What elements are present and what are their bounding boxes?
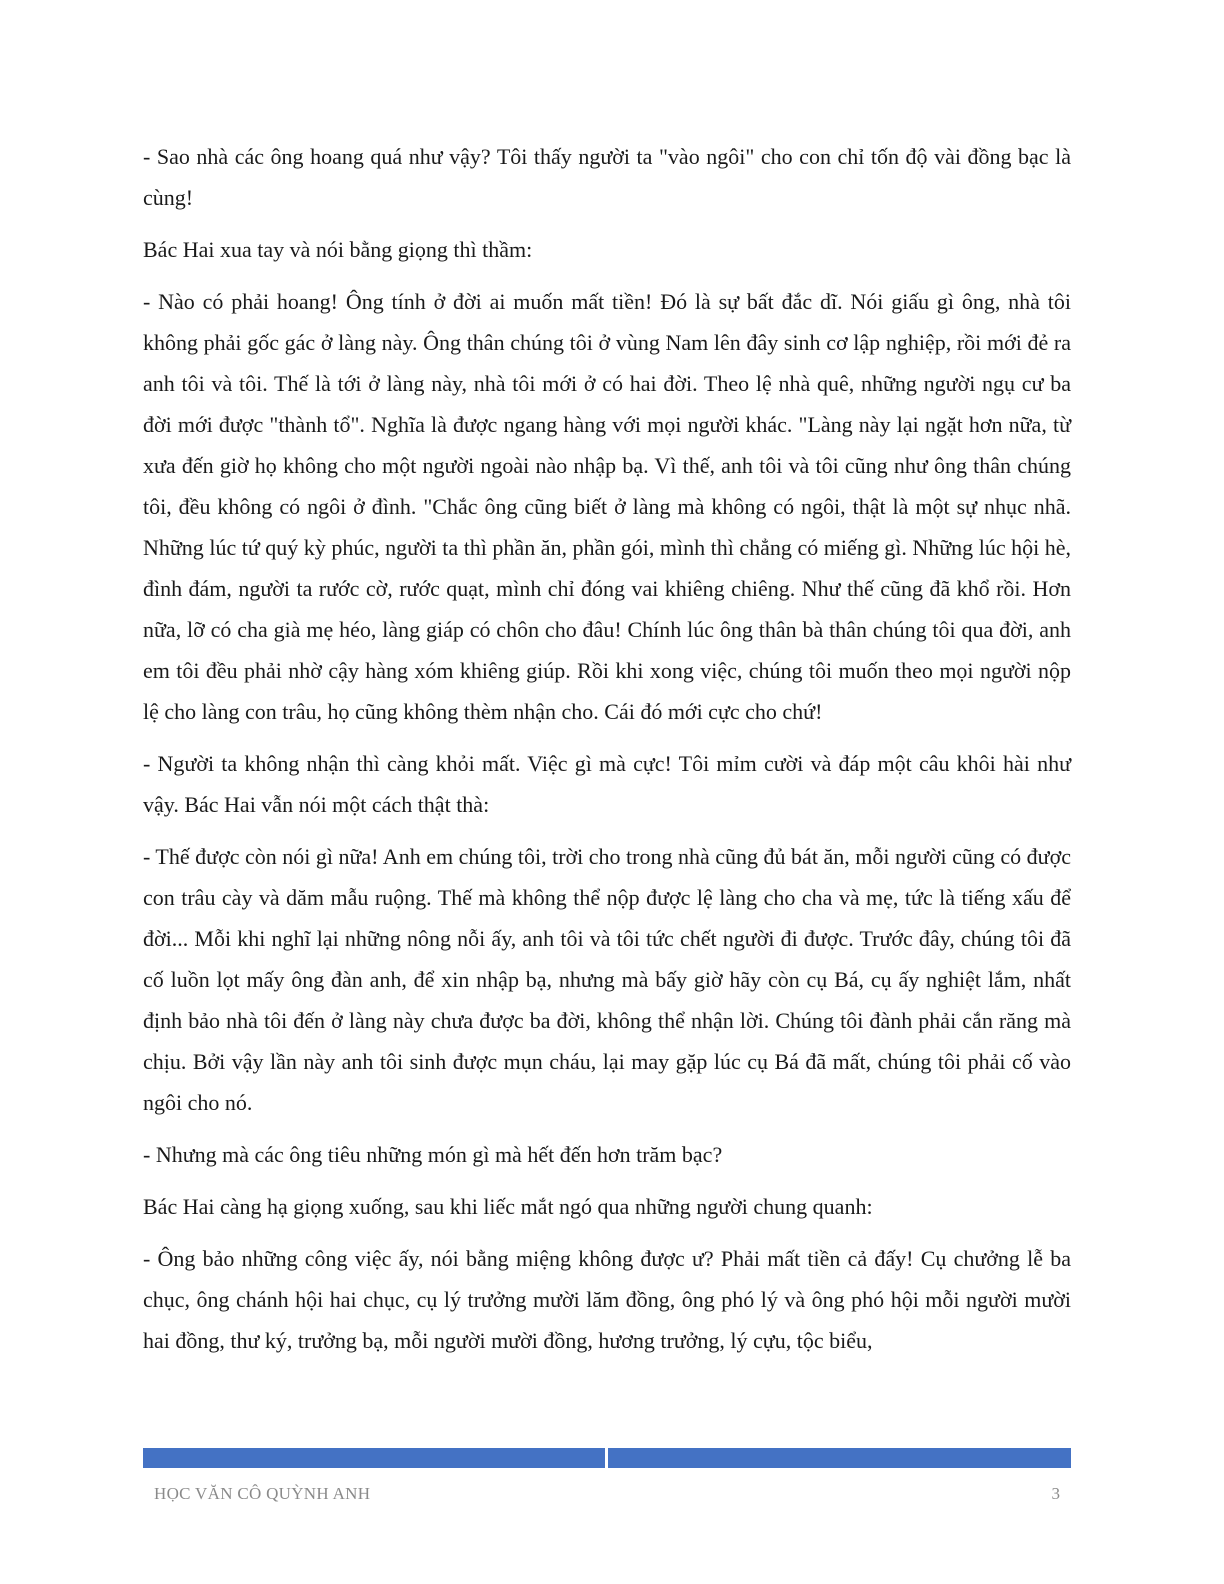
footer-divider-bar	[143, 1448, 1071, 1468]
paragraph: - Thế được còn nói gì nữa! Anh em chúng tôi, trời cho trong nhà cũng đủ bát ăn, mỗi người cũng có được con trâu cày và dăm mẫu ruộng. Thế mà không thể nộp được lệ làng cho cha và mẹ, tức là tiếng xấu để đời... Mỗi khi nghĩ lại những nông nỗi ấy, anh tôi và tôi tức chết người đi được. Trước đây, chúng tôi đã cố luồn lọt mấy ông đàn anh, để xin nhập bạ, nhưng mà bấy giờ hãy còn cụ Bá, cụ ấy nghiệt lắm, nhất định bảo nhà tôi đến ở làng này chưa được ba đời, không thể nhận lời. Chúng tôi đành phải cắn răng mà chịu. Bởi vậy lần này anh tôi sinh được mụn cháu, lại may gặp lúc cụ Bá đã mất, chúng tôi phải cố vào ngôi cho nó.	[143, 844, 1071, 1115]
paragraph: - Nhưng mà các ông tiêu những món gì mà hết đến hơn trăm bạc?	[143, 1142, 723, 1167]
footer-bar-gap	[605, 1448, 608, 1468]
footer-title: HỌC VĂN CÔ QUỲNH ANH	[154, 1484, 371, 1503]
paragraph: Bác Hai xua tay và nói bằng giọng thì thầm:	[143, 237, 533, 262]
document-body	[143, 136, 1071, 1372]
page-number: 3	[1051, 1484, 1060, 1503]
paragraph: - Sao nhà các ông hoang quá như vậy? Tôi thấy người ta "vào ngôi" cho con chỉ tốn độ vài đồng bạc là cùng!	[143, 144, 1071, 210]
paragraph: - Người ta không nhận thì càng khỏi mất. Việc gì mà cực! Tôi mỉm cười và đáp một câu khôi hài như vậy. Bác Hai vẫn nói một cách thật thà:	[143, 751, 1071, 817]
paragraph: - Ông bảo những công việc ấy, nói bằng miệng không được ư? Phải mất tiền cả đấy! Cụ chưởng lễ ba chục, ông chánh hội hai chục, cụ lý trưởng mười lăm đồng, ông phó lý và ông phó hội mỗi người mười hai đồng, thư ký, trưởng bạ, mỗi người mười đồng, hương trưởng, lý cựu, tộc biểu,	[143, 1246, 1071, 1353]
paragraph: - Nào có phải hoang! Ông tính ở đời ai muốn mất tiền! Đó là sự bất đắc dĩ. Nói giấu gì ông, nhà tôi không phải gốc gác ở làng này. Ông thân chúng tôi ở vùng Nam lên đây sinh cơ lập nghiệp, rồi mới đẻ ra anh tôi và tôi. Thế là tới ở làng này, nhà tôi mới ở có hai đời. Theo lệ nhà quê, những người ngụ cư ba đời mới được "thành tổ". Nghĩa là được ngang hàng với mọi người khác. "Làng này lại ngặt hơn nữa, từ xưa đến giờ họ không cho một người ngoài nào nhập bạ. Vì thế, anh tôi và tôi cũng như ông thân chúng tôi, đều không có ngôi ở đình. "Chắc ông cũng biết ở làng mà không có ngôi, thật là một sự nhục nhã. Những lúc tứ quý kỳ phúc, người ta thì phần ăn, phần gói, mình thì chẳng có miếng gì. Những lúc hội hè, đình đám, người ta rước cờ, rước quạt, mình chỉ đóng vai khiêng chiêng. Như thế cũng đã khổ rồi. Hơn nữa, lỡ có cha già mẹ héo, làng giáp có chôn cho đâu! Chính lúc ông thân bà thân chúng tôi qua đời, anh em tôi đều phải nhờ cậy hàng xóm khiêng giúp. Rồi khi xong việc, chúng tôi muốn theo mọi người nộp lệ cho làng con trâu, họ cũng không thèm nhận cho. Cái đó mới cực cho chứ!	[143, 289, 1071, 724]
paragraph: Bác Hai càng hạ giọng xuống, sau khi liếc mắt ngó qua những người chung quanh:	[143, 1194, 873, 1219]
